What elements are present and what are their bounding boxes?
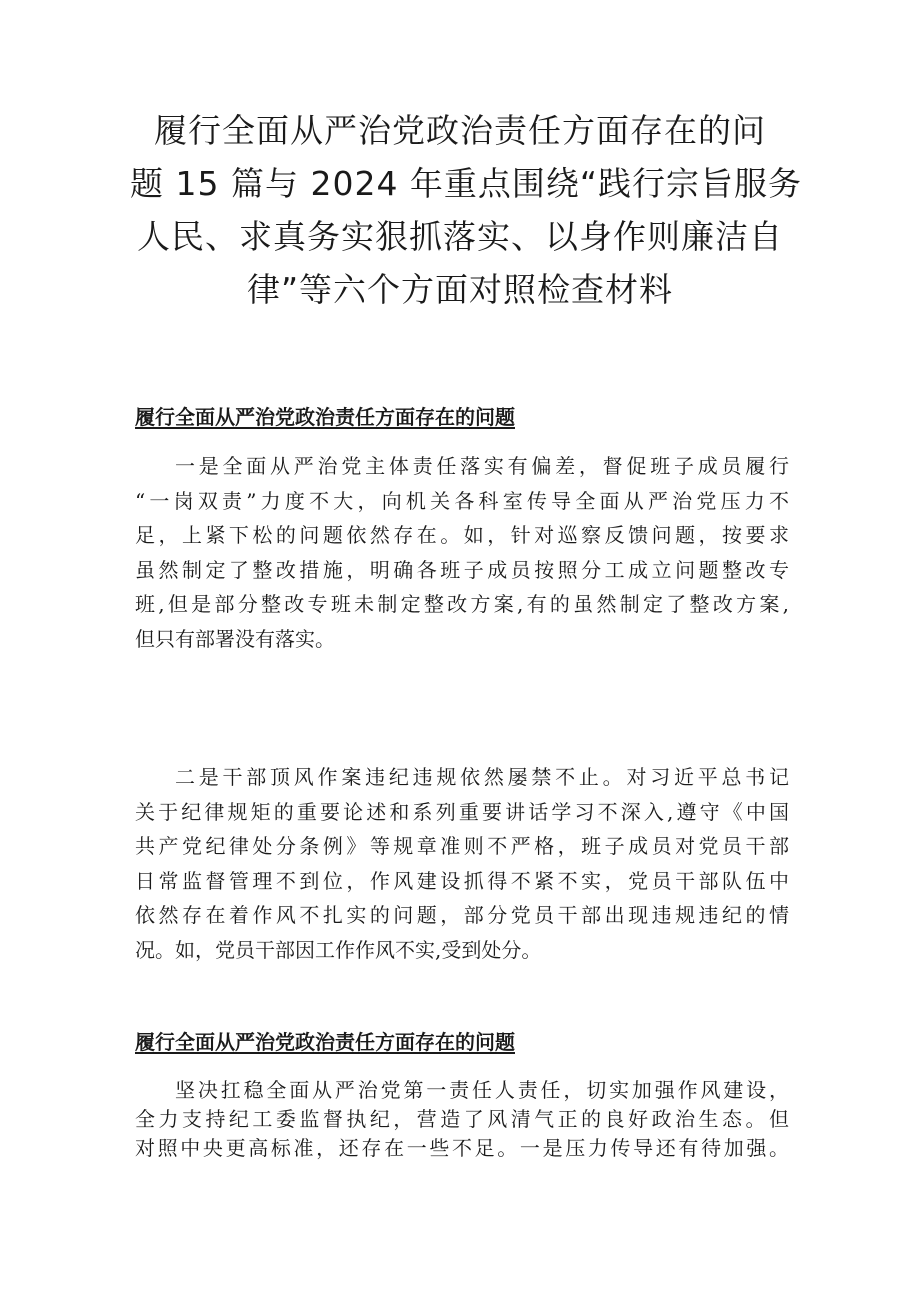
document-title [130, 104, 803, 316]
paragraph-line: 坚决扛稳全面从严治党第一责任人责任，切实加强作风建设， [175, 1078, 789, 1102]
paragraph-line: 况。如，党员干部因工作作风不实,受到处分。 [135, 937, 542, 962]
paragraph-line: 一是全面从严治党主体责任落实有偏差，督促班子成员履行 [175, 454, 789, 478]
paragraph-line: 日常监督管理不到位，作风建设抓得不紧不实，党员干部队伍中 [135, 868, 789, 893]
body-paragraph [135, 449, 789, 657]
paragraph-line: 依然存在着作风不扎实的问题，部分党员干部出现违规违纪的情 [135, 903, 789, 928]
body-paragraph [135, 760, 789, 968]
paragraph-line: 关于纪律规矩的重要论述和系列重要讲话学习不深入,遵守《中国 [135, 799, 789, 824]
title-line: 题 15 篇与 2024 年重点围绕“践行宗旨服务 [130, 164, 803, 203]
paragraph-line: 共产党纪律处分条例》等规章准则不严格，班子成员对党员干部 [135, 834, 789, 859]
title-line: 履行全面从严治党政治责任方面存在的问 [154, 111, 766, 150]
title-line: 人民、求真务实狠抓落实、以身作则廉洁自 [137, 217, 783, 256]
paragraph-line: 全力支持纪工委监督执纪，营造了风清气正的良好政治生态。但 [135, 1107, 789, 1131]
paragraph-line: 对照中央更高标准，还存在一些不足。一是压力传导还有待加强。 [135, 1136, 789, 1160]
paragraph-line: 班,但是部分整改专班未制定整改方案,有的虽然制定了整改方案, [135, 592, 789, 617]
paragraph-line: “一岗双责”力度不大，向机关各科室传导全面从严治党压力不 [135, 488, 789, 513]
title-line: 律”等六个方面对照检查材料 [246, 270, 674, 309]
paragraph-line: 虽然制定了整改措施，明确各班子成员按照分工成立问题整改专 [135, 557, 789, 582]
paragraph-line: 足，上紧下松的问题依然存在。如，针对巡察反馈问题，按要求 [135, 523, 789, 548]
section-heading: 履行全面从严治党政治责任方面存在的问题 [135, 405, 515, 429]
paragraph-line: 但只有部署没有落实。 [135, 626, 335, 651]
section-heading: 履行全面从严治党政治责任方面存在的问题 [135, 1030, 515, 1054]
body-paragraph [135, 1076, 789, 1163]
paragraph-line: 二是干部顶风作案违纪违规依然屡禁不止。对习近平总书记 [175, 765, 789, 789]
